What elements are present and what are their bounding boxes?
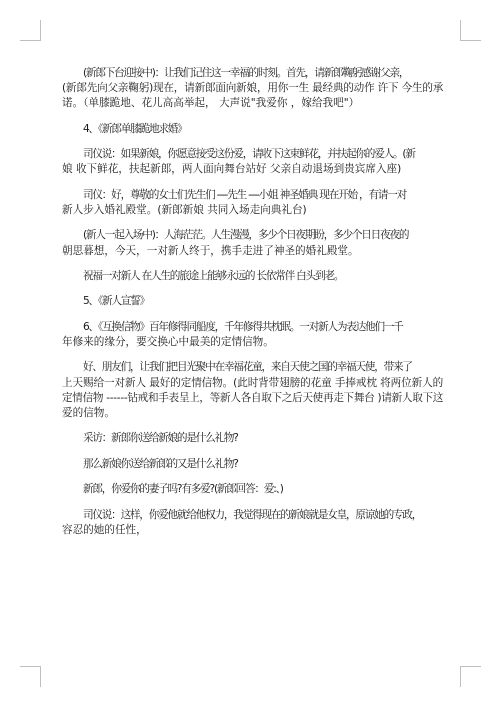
paragraph (62, 360, 442, 421)
text-line: 6、《互换信物》百年修得同船度，千年修得共枕眠。一对新人为表达他们一千 (83, 320, 403, 333)
crop-mark-bottom-left-v (40, 666, 41, 687)
text-line: (新人一起入场中)：人海茫茫。人生漫漫，多少个日夜期盼，多少个日日夜夜的 (83, 229, 409, 242)
document-body (62, 66, 442, 548)
text-line: 司仪说：如果新娘，你愿意接受这份爱，请收下这束鲜花，并扶起你的爱人。(新 (83, 148, 415, 161)
text-line: 上天赐给一对新人 最好的定情信物。(此时背带翅膀的花童 手捧戒枕 将两位新人的 (62, 376, 444, 389)
text-line: 司仪：好，尊敬的女士们先生们 ----先生 ----小姐 神圣婚典 现在开始 ，有请一对 (83, 188, 407, 201)
text-line: 那么新娘你送给新郎的又是什么礼物? (83, 457, 238, 470)
paragraph (62, 320, 442, 350)
text-line: 4、《新郎单膝跪地求婚》 (83, 122, 187, 135)
text-line: 祝福一对新人 在人生的旅途上能够永远的 长依常伴 白头到老。 (83, 269, 344, 282)
crop-mark-top-left-h (20, 40, 41, 41)
text-line: (新郎下台迎接中)：让我们记住这一幸福的时刻。首先，请新郎鞠躬感谢父亲， (83, 67, 409, 79)
paragraph (62, 122, 442, 137)
text-line: 新人步入婚礼殿堂。(新郎新娘 共同入场走向典礼台) (62, 203, 307, 216)
text-line: 朝思暮想，今天，一对新人终于，携手走进了神圣的婚礼殿堂。 (62, 244, 359, 257)
text-line: 司仪说：这样，你爱他就给他权力，我觉得现在的新娘就是女皇，原谅她的专政， (83, 508, 422, 521)
crop-mark-top-left-v (40, 20, 41, 41)
paragraph (62, 188, 442, 218)
paragraph (62, 147, 442, 177)
crop-mark-top-right-h (460, 40, 481, 41)
paragraph (62, 294, 442, 309)
text-line: 爱的信物。 (62, 406, 115, 419)
crop-mark-bottom-right-v (460, 666, 461, 687)
paragraph (62, 431, 442, 446)
text-line: 好、朋友们，让我们把目光聚中在幸福花童，来自天使之国的幸福天使，带来了 (83, 361, 412, 374)
text-line: 年修来的缘分，要交换心中最美的定情信物。 (62, 335, 274, 348)
text-line: 娘 收下鲜花，扶起新郎，两人面向舞台站好 父亲自动退场到贵宾席入座) (62, 163, 402, 176)
text-line: 新郎，你爱你的妻子吗?有多爱?(新郎回答：爱:、) (83, 483, 283, 496)
paragraph (62, 269, 442, 284)
text-line: 诺。（单膝跪地、花儿高高举起， 大声说"我爱你 ，嫁给我吧"） (62, 97, 360, 110)
text-line: (新郎先向父亲鞠躬)现在，请新郎面向新娘，用你一生 最经典的动作 许下 今生的承 (62, 82, 444, 95)
text-line: 5、《新人宣誓》 (83, 295, 149, 308)
crop-mark-top-right-v (460, 20, 461, 41)
crop-mark-bottom-right-h (460, 666, 481, 667)
paragraph (62, 508, 442, 538)
text-line: 定情信物 ------钻戒和手表呈上，等新人各自取下之后天使再走下舞台 )请新人取下这 (62, 391, 444, 404)
paragraph (62, 457, 442, 472)
crop-mark-bottom-left-h (20, 666, 41, 667)
text-line: 采访：新郎你送给新娘的是什么礼物? (83, 432, 238, 445)
paragraph (62, 482, 442, 497)
paragraph (62, 66, 442, 112)
paragraph (62, 228, 442, 258)
text-line: 容忍的她的任性， (62, 523, 147, 536)
